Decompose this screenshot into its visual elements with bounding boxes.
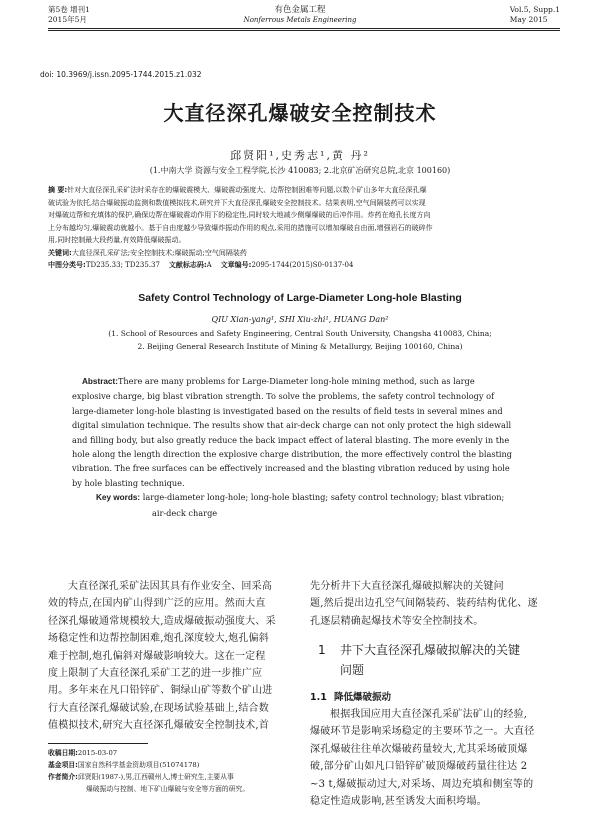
affiliation-en-line: (1. School of Resources and Safety Engineering, Central South University, Changsha 410083, China; [108, 329, 492, 338]
body-paragraph-line: 稳定性造成影响,甚至诱发大面积垮塌。 [310, 796, 487, 808]
header-date-en: May 2015 [509, 15, 548, 24]
body-paragraph-line: 效的特点,在国内矿山得到广泛的应用。然而大直 [48, 598, 266, 610]
body-paragraph-line: 大直径深孔采矿法因其具有作业安全、回采高 [68, 581, 272, 592]
footnote-author-continued: 爆破振动与控制、地下矿山爆破与安全等方面的研究。 [86, 785, 250, 793]
body-paragraph-line: 场稳定性和边帮控制困难,炮孔深度较大,炮孔偏斜 [48, 633, 269, 645]
subsection-1-1-number: 1.1 [310, 692, 327, 703]
title-cn: 大直径深孔爆破安全控制技术 [163, 101, 437, 125]
abstract-cn [48, 184, 563, 272]
body-paragraph-line: 径深孔爆破通常规模较大,造成爆破振动强度大、采 [48, 615, 276, 627]
abstract-en-line: large-diameter long-hole blasting is investigated based on the results of field tests in several mines and [72, 405, 503, 416]
affiliation-en-line: 2. Beijing General Research Institute of Mining & Metallurgy, Beijing 100160, China) [137, 342, 463, 351]
section-1-title-line: 问题 [340, 663, 365, 677]
body-right-column-bottom [310, 706, 562, 810]
body-paragraph-line: 行大直径深孔爆破试验,在现场试验基础上,结合数 [48, 702, 269, 714]
footnote-funding: 基金项目:国家自然科学基金资助项目(51074178) [48, 761, 200, 769]
abstract-cn-line: 摘 要:针对大直径深孔采矿法时采存在的爆破震模大、爆破震动强度大、边帮控制困难等问题,以数个矿山多年大直径深孔爆 [48, 186, 427, 194]
keywords-cn: 关键词:大直径深孔采矿法;安全控制技术;爆破振动;空气间隔装药 [48, 248, 247, 257]
footnote-author: 作者简介:邱贤阳(1987-),男,江西赣州人,博士研究生,主要从事 [48, 773, 234, 781]
keywords-en-label: Key words: [96, 493, 141, 503]
footnote-rule [48, 743, 148, 744]
body-paragraph-line: 度上限制了大直径深孔采矿工艺的进一步推广应 [48, 668, 263, 680]
body-paragraph-line: 题,然后提出边孔空气间隔装药、装药结构优化、逐 [310, 598, 538, 610]
section-1-number: 1 [318, 643, 326, 657]
body-paragraph-line: 用。多年来在凡口铅锌矿、铜绿山矿等数个矿山进 [48, 685, 273, 697]
abstract-en-label: Abstract: [82, 377, 118, 386]
abstract-cn-line: 用,同时控制最大段药量,有效降低爆破振动。 [48, 236, 186, 244]
body-paragraph-line: ~3 t,爆破振动过大,对采场、周边充填和侧室等的 [310, 778, 534, 790]
subsection-1-1-title: 降低爆破振动 [334, 692, 392, 703]
header-volume-issue: 第5卷 增刊1 [48, 5, 90, 14]
section-1-title-line: 1 井下大直径深孔爆破拟解决的关键 [318, 640, 562, 660]
abstract-en-line: hole along the length direction the explosive charge distribution, the more effectively control the blasting [72, 449, 513, 460]
abstract-en-line: vibration. The free surfaces can be effectively increased and the blasting vibration reduced by using hole [72, 463, 510, 474]
title-en: Safety Control Technology of Large-Diameter Long-hole Blasting [138, 292, 462, 304]
body-paragraph-line: 爆破环节是影响采场稳定的主要环节之一。大直径 [310, 726, 535, 738]
abstract-cn-line: 对爆破边帮和充填体的保护,确保边帮在爆破震动作用下的稳定性,同时较大地减少侧爆爆破的后冲作用。炸药在炮孔长度方向 [48, 211, 431, 219]
body-paragraph-line: 破,部分矿山如凡口铅锌矿破顶爆破药量往往达 2 [310, 761, 528, 773]
subsection-1-1-heading [310, 689, 391, 703]
abstract-en-line: and filling body, but also greatly reduce the back impact effect of lateral blasting. The more evenly in the [72, 434, 510, 445]
keywords-en-continued: air-deck charge [152, 507, 218, 518]
abstract-cn-label: 摘 要: [48, 186, 68, 194]
affiliations-en [0, 327, 600, 353]
body-paragraph-line: 难于控制,炮孔偏斜对爆破影响较大。这在一定程 [48, 650, 266, 662]
footnote-received: 收稿日期:2015-03-07 [48, 749, 118, 757]
body-paragraph-line: 孔逐层精确起爆技术等安全控制技术。 [310, 615, 484, 627]
body-paragraph-line: 先分析井下大直径深孔爆破拟解决的关键问 [310, 581, 504, 592]
body-right-column-top [310, 578, 562, 630]
header-rule-bottom [48, 30, 560, 31]
abstract-en-line: Abstract:There are many problems for Large-Diameter long-hole mining method, such as large [82, 376, 475, 386]
abstract-en [72, 374, 540, 520]
keywords-cn-label: 关键词: [48, 248, 72, 257]
authors-cn: 邱贤阳¹,史秀志¹,黄 丹² [230, 149, 370, 162]
body-paragraph-line: 根据我国应用大直径深孔采矿法矿山的经验, [330, 709, 528, 720]
header-date-cn: 2015年5月 [48, 15, 87, 24]
header-journal-cn: 有色金属工程 [274, 5, 326, 15]
authors-en: QIU Xian-yang¹, SHI Xiu-zhi¹, HUANG Dan² [211, 315, 389, 324]
header-journal-en: Nonferrous Metals Engineering [243, 16, 357, 24]
footnotes [48, 747, 298, 795]
body-paragraph-line: 深孔爆破往往单次爆破药量较大,尤其采场破顶爆 [310, 743, 528, 755]
body-paragraph-line: 值模拟技术,研究大直径深孔爆破安全控制技术,首 [48, 720, 269, 732]
abstract-en-line: by hole blasting technique. [72, 477, 185, 488]
doi: doi: 10.3969/j.issn.2095-1744.2015.z1.032 [40, 70, 202, 79]
header-volume-en: Vol.5, Supp.1 [509, 5, 560, 14]
header-rule-top [48, 28, 560, 29]
body-left-column [48, 578, 298, 735]
section-1-heading [318, 640, 562, 680]
classification-cn: 中图分类号:TD235.33; TD235.37 文献标志码:A 文章编号:2095-1744(2015)S0-0137-04 [48, 261, 354, 269]
affiliations-cn: (1.中南大学 资源与安全工程学院,长沙 410083; 2.北京矿冶研究总院,北京 100160) [149, 166, 451, 175]
abstract-en-line: digital simulation technique. The results show that air-deck charge can not only protect the high sidewall [72, 420, 512, 431]
journal-volume-en [510, 5, 560, 25]
abstract-cn-line: 上分布越均匀,爆破震动就越小。基于自由度越少导致爆炸振动作用的观点,采用的措施可以增加爆破自由面,增强岩石的破碎作 [48, 223, 433, 232]
abstract-en-line: explosive charge, big blast vibration strength. To solve the problems, the safety control technology of [72, 391, 495, 402]
keywords-en: Key words: large-diameter long-hole; long-hole blasting; safety control technology; blast vibration; [96, 492, 505, 503]
abstract-cn-line: 破试验为依托,结合爆破振动监测和数值模拟技术,研究并下大直径深孔爆破安全控制技术。结果表明,空气间隔装药可以实现 [48, 198, 426, 207]
